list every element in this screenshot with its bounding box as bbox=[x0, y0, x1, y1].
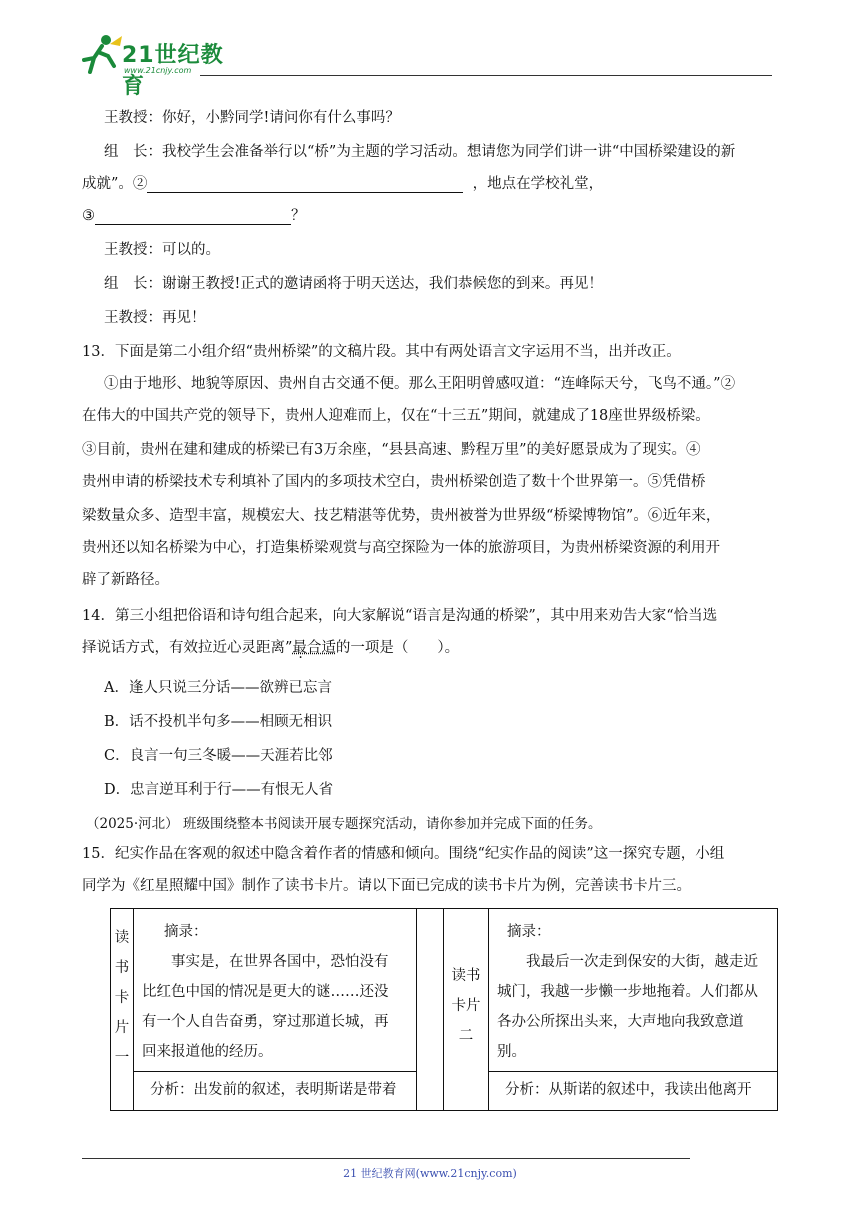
question-14-stem-line2: 择说话方式，有效拉近心灵距离”最合适的一项是（ ）。 bbox=[82, 640, 460, 656]
footer-link[interactable]: 21 世纪教育网(www.21cnjy.com) bbox=[343, 1167, 517, 1180]
option-a[interactable]: A．逢人只说三分话——欲辨已忘言 bbox=[104, 680, 332, 696]
card2-excerpt: 摘录： 我最后一次走到保安的大街，越走近 城门，我越一步懒一步地拖着。人们都从 各办公所探出头来，大声地向我致意道 别。 bbox=[489, 909, 778, 1072]
q13-passage-line: 贵州申请的桥梁技术专利填补了国内的多项技术空白，贵州桥梁创造了数十个世界第一。⑤凭借桥 bbox=[82, 474, 706, 490]
dialogue-line: 王教授：你好，小黔同学!请问你有什么事吗？ bbox=[104, 110, 400, 126]
question-15-stem-line2: 同学为《红星照耀中国》制作了读书卡片。请以下面已完成的读书卡片为例，完善读书卡片三。 bbox=[82, 878, 691, 894]
header-divider bbox=[200, 75, 772, 76]
page-header bbox=[80, 30, 772, 99]
logo-url: www.21cnjy.com bbox=[124, 66, 192, 75]
option-b[interactable]: B．话不投机半句多——相顾无相识 bbox=[104, 714, 333, 730]
q13-passage-line: 梁数量众多、造型丰富，规模宏大、技艺精湛等优势，贵州被誉为世界级“桥梁博物馆”。⑥近年来， bbox=[82, 508, 721, 524]
q13-passage-line: ③目前，贵州在建和建成的桥梁已有3万余座，“县县高速、黔程万里”的美好愿景成为了现实。④ bbox=[82, 442, 701, 458]
emphasis-dotted-text: 最合适 bbox=[292, 640, 336, 656]
logo-text: 21世纪教育 bbox=[122, 43, 224, 99]
reading-cards-table bbox=[110, 908, 778, 1111]
dialogue-line: 组 长：谢谢王教授!正式的邀请函将于明天送达，我们恭候您的到来。再见！ bbox=[104, 276, 603, 292]
card2-analysis: 分析：从斯诺的叙述中，我读出他离开 bbox=[489, 1072, 778, 1111]
dialogue-line: 组 长：我校学生会准备举行以“桥”为主题的学习活动。想请您为同学们讲一讲“中国桥梁建设的新 bbox=[104, 144, 736, 160]
answer-blank-3[interactable] bbox=[95, 208, 291, 225]
question-15-stem: 15．纪实作品在客观的叙述中隐含着作者的情感和倾向。围绕“纪实作品的阅读”这一探究专题，小组 bbox=[82, 846, 725, 862]
card1-analysis: 分析：出发前的叙述，表明斯诺是带着 bbox=[134, 1072, 417, 1111]
dialogue-line: 王教授：再见！ bbox=[104, 310, 206, 326]
option-d[interactable]: D．忠言逆耳利于行——有恨无人省 bbox=[104, 782, 334, 798]
dialogue-line: 王教授：可以的。 bbox=[104, 242, 220, 258]
source-note: （2025·河北） 班级围绕整本书阅读开展专题探究活动，请你参加并完成下面的任务。 bbox=[86, 816, 602, 832]
runner-logo-icon bbox=[80, 32, 124, 76]
q13-passage-line: ①由于地形、地貌等原因、贵州自古交通不便。那么王阳明曾感叹道：“连峰际天兮，飞鸟不通。”② bbox=[104, 376, 736, 392]
q13-passage-line: 辟了新路径。 bbox=[82, 572, 169, 588]
q13-passage-line: 在伟大的中国共产党的领导下，贵州人迎难而上，仅在“十三五”期间，就建成了18座世界级桥梁。 bbox=[82, 408, 710, 424]
answer-blank-2[interactable] bbox=[147, 176, 463, 193]
card1-excerpt: 摘录： 事实是，在世界各国中，恐怕没有 比红色中国的情况是更大的谜……还没 有一个人自告奋勇，穿过那道长城，再 回来报道他的经历。 bbox=[134, 909, 417, 1072]
dialogue-line-blank-3: ③ ？ bbox=[82, 208, 306, 224]
site-logo bbox=[80, 32, 240, 99]
option-c[interactable]: C．良言一句三冬暖——天涯若比邻 bbox=[104, 748, 333, 764]
card1-label: 读 书 卡 片 一 bbox=[111, 909, 134, 1111]
question-13-stem: 13．下面是第二小组介绍“贵州桥梁”的文稿片段。其中有两处语言文字运用不当，出并改正。 bbox=[82, 344, 681, 360]
card-spacer bbox=[417, 909, 444, 1111]
q13-passage-line: 贵州还以知名桥梁为中心，打造集桥梁观赏与高空探险为一体的旅游项目，为贵州桥梁资源的利用开 bbox=[82, 540, 720, 556]
question-14-stem: 14．第三小组把俗语和诗句组合起来，向大家解说“语言是沟通的桥梁”，其中用来劝告大家“恰当选 bbox=[82, 608, 718, 624]
dialogue-line-blank-2: 成就”。② ，地点在学校礼堂， bbox=[82, 176, 604, 192]
card2-label: 读书 卡片 二 bbox=[444, 909, 489, 1111]
footer-divider bbox=[82, 1158, 690, 1159]
